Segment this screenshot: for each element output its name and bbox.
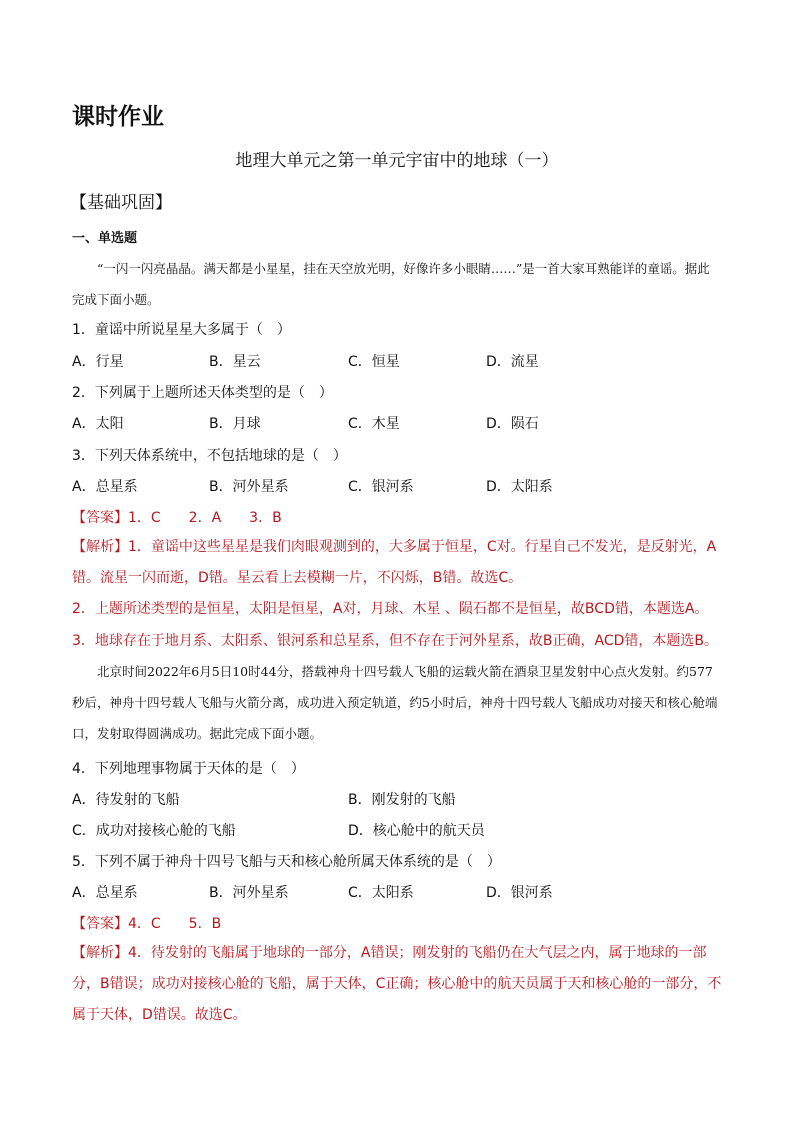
q5-option-b: B．河外星系 — [209, 885, 289, 901]
q2-option-b: B．月球 — [209, 416, 261, 432]
doc-subtitle: 地理大单元之第一单元宇宙中的地球（一） — [235, 151, 559, 171]
q3-option-d: D．太阳系 — [486, 479, 553, 495]
answer-tag: 【答案】 — [72, 510, 128, 526]
analysis-tag: 【解析】 — [72, 539, 128, 555]
q4-option-c: C．成功对接核心舱的飞船 — [72, 823, 236, 839]
analysis-2: 2．上题所述类型的是恒星，太阳是恒星，A对，月球、木星 、陨石都不是恒星，故BCD错，本题选A。 — [72, 601, 709, 617]
question-1: 1．童谣中所说星星大多属于（ ） — [72, 322, 291, 338]
section-heading: 【基础巩固】 — [70, 193, 172, 213]
q5-option-d: D．银河系 — [486, 885, 553, 901]
answer-4-5 — [72, 913, 221, 933]
analysis-text: 1．童谣中这些星星是我们肉眼观测到的，大多属于恒星，C对。行星自己不发光，是反射光，A错。流星一闪而逝，D错。星云看上去模糊一片，不闪烁，B错。故选C。 — [72, 539, 717, 586]
q4-option-b: B．刚发射的飞船 — [348, 792, 456, 808]
analysis-4 — [72, 938, 724, 1031]
answer-values: 1．C 2．A 3．B — [128, 510, 282, 526]
q2-option-c: C．木星 — [348, 416, 400, 432]
analysis-3: 3．地球存在于地月系、太阳系、银河系和总星系，但不存在于河外星系，故B正确，ACD错，本题选B。 — [72, 633, 719, 649]
question-4: 4．下列地理事物属于天体的是（ ） — [72, 761, 305, 777]
q2-option-a: A．太阳 — [72, 416, 124, 432]
q4-option-d: D．核心舱中的航天员 — [348, 823, 485, 839]
q3-option-a: A．总星系 — [72, 479, 138, 495]
answer-values: 4．C 5．B — [128, 916, 222, 932]
q3-option-c: C．银河系 — [348, 479, 414, 495]
part-heading: 一、单选题 — [72, 231, 138, 246]
question-3: 3．下列天体系统中，不包括地球的是（ ） — [72, 448, 347, 464]
question-5: 5．下列不属于神舟十四号飞船与天和核心舱所属天体系统的是（ ） — [72, 854, 501, 870]
q2-option-d: D．陨石 — [486, 416, 539, 432]
analysis-text: 4．待发射的飞船属于地球的一部分，A错误；刚发射的飞船仍在大气层之内，属于地球的一部分，B错误；成功对接核心舱的飞船，属于天体，C正确；核心舱中的航天员属于天和核心舱的一部分，不属于天体，D错误。故选C。 — [72, 945, 722, 1023]
answer-1-3 — [72, 507, 282, 527]
q1-option-d: D．流星 — [486, 354, 539, 370]
q4-option-a: A．待发射的飞船 — [72, 792, 180, 808]
q5-option-a: A．总星系 — [72, 885, 138, 901]
doc-title: 课时作业 — [72, 104, 164, 130]
q5-option-c: C．太阳系 — [348, 885, 414, 901]
analysis-tag: 【解析】 — [72, 945, 128, 961]
q1-option-b: B．星云 — [209, 354, 261, 370]
passage-2: 北京时间2022年6月5日10时44分，搭载神舟十四号载人飞船的运载火箭在酒泉卫星发射中心点火发射。约577秒后，神舟十四号载人飞船与火箭分离，成功进入预定轨道，约5小时后，神舟十四号载人飞船成功对接天和核心舱端口，发射取得圆满成功。据此完成下面小题。 — [72, 664, 718, 741]
question-2: 2．下列属于上题所述天体类型的是（ ） — [72, 385, 333, 401]
q1-option-a: A．行星 — [72, 354, 124, 370]
passage-1: “一闪一闪亮晶晶。满天都是小星星，挂在天空放光明，好像许多小眼睛……”是一首大家耳熟能详的童谣。据此完成下面小题。 — [72, 261, 710, 307]
q1-option-c: C．恒星 — [348, 354, 400, 370]
answer-tag: 【答案】 — [72, 916, 128, 932]
analysis-1 — [72, 532, 724, 594]
q3-option-b: B．河外星系 — [209, 479, 289, 495]
